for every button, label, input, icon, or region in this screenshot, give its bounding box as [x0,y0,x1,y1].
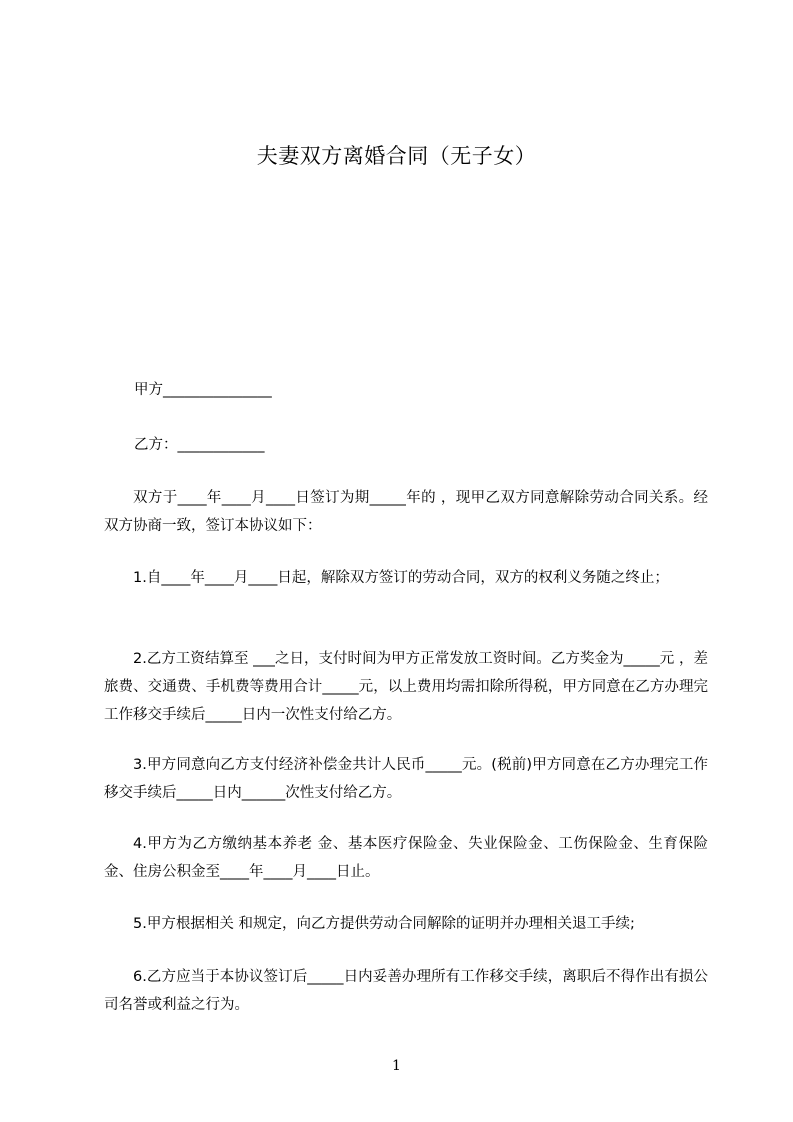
clause-1: 1.自____年____月____日起，解除双方签订的劳动合同，双方的权利义务随之终止； [133,570,669,586]
clause-4: 4.甲方为乙方缴纳基本养老 金、基本医疗保险金、失业保险金、工伤保险金、生育保险金、住房公积金至____年____月____日止。 [104,836,708,880]
clause-2: 2.乙方工资结算至 ___之日，支付时间为甲方正常发放工资时间。乙方奖金为_____元 ，差旅费、交通费、手机费等费用合计_____元，以上费用均需扣除所得税，甲方同意在乙方办理完工作移交手续后_____日内一次性支付给乙方。 [104,651,708,723]
document-title: 夫妻双方离婚合同（无子女） [256,144,537,168]
clause-6: 6.乙方应当于本协议签订后_____日内妥善办理所有工作移交手续，离职后不得作出有损公司名誉或利益之行为。 [104,969,708,1013]
clause-5: 5.甲方根据相关 和规定，向乙方提供劳动合同解除的证明并办理相关退工手续; [133,916,635,932]
intro-paragraph: 双方于____年____月____日签订为期_____年的 ，现甲乙双方同意解除劳动合同关系。经双方协商一致，签订本协议如下： [104,490,708,534]
page-number: 1 [392,1058,401,1074]
clause-3: 3.甲方同意向乙方支付经济补偿金共计人民币_____元。(税前)甲方同意在乙方办理完工作移交手续后_____日内______次性支付给乙方。 [104,757,708,801]
party-a-line: 甲方_______________ [134,382,272,398]
party-b-line: 乙方：____________ [134,437,265,453]
